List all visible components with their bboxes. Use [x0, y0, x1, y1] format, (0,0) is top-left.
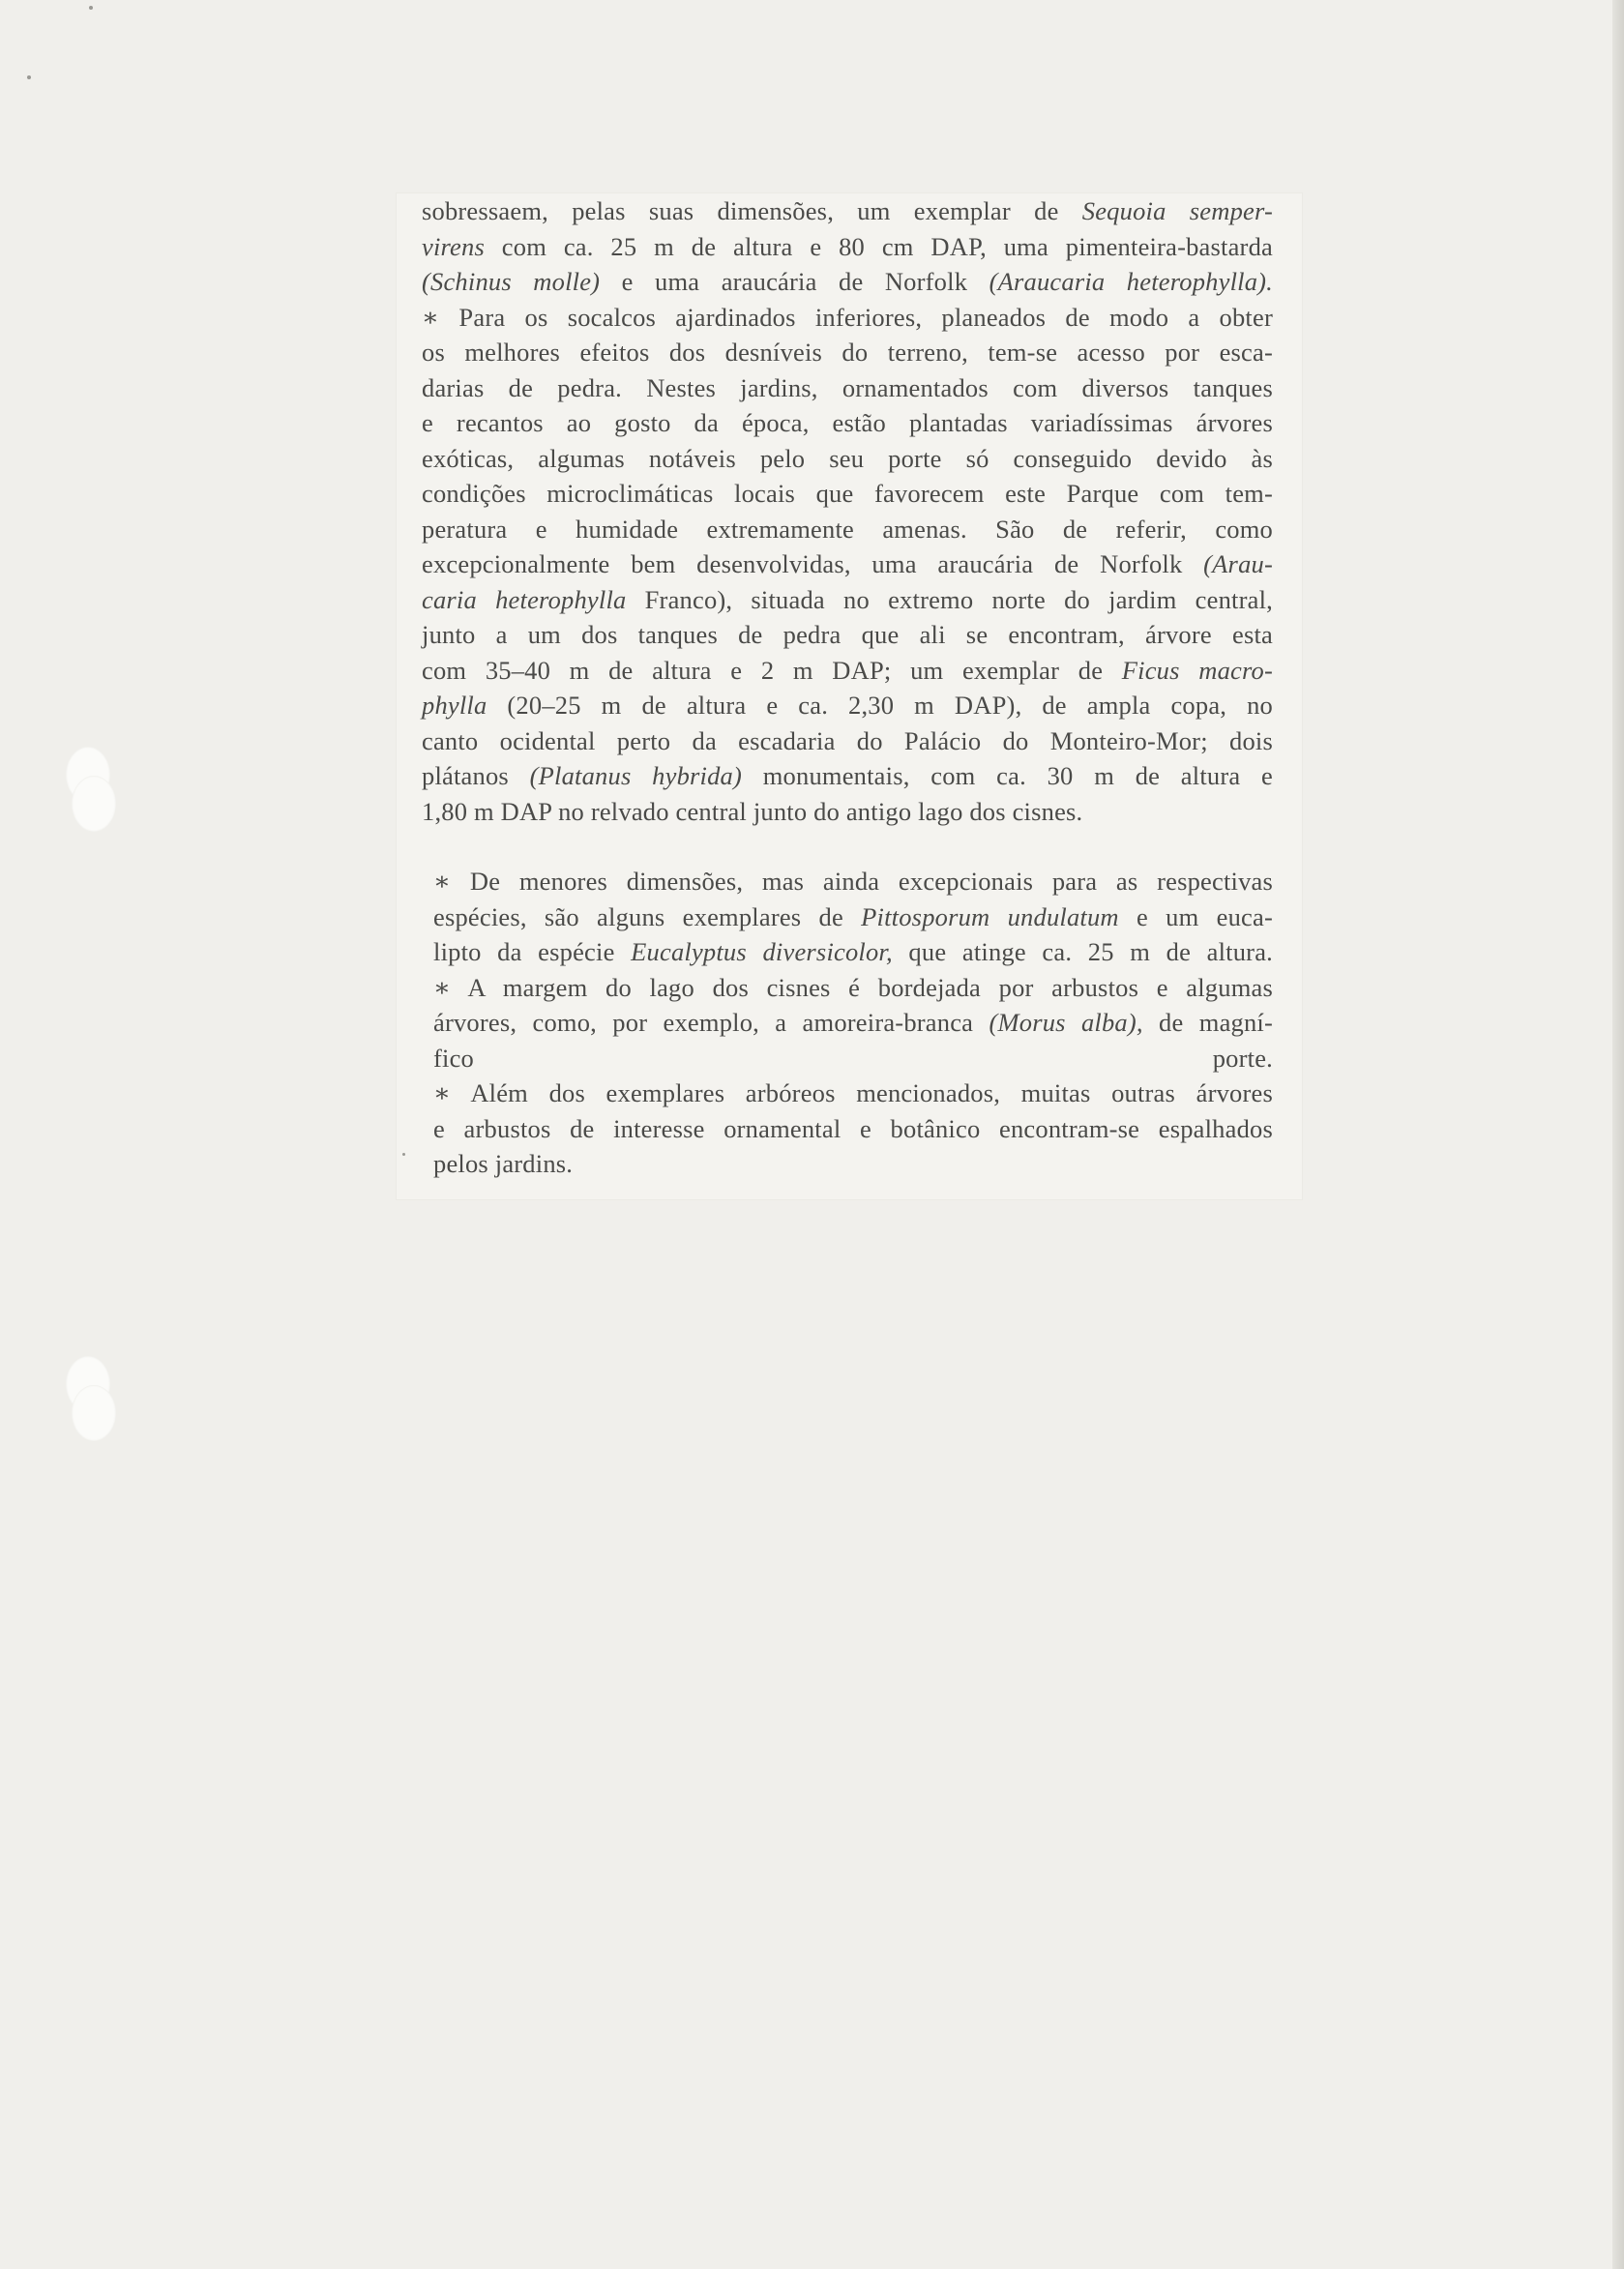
italic-species-name: (Morus alba), [989, 1008, 1143, 1037]
text-line [422, 370, 1273, 406]
text-line [422, 688, 1273, 723]
italic-species-name: Eucalyptus diversicolor, [631, 937, 893, 966]
text-line [422, 653, 1273, 689]
text-line [422, 300, 1273, 336]
text-line [422, 335, 1273, 370]
text-line [422, 546, 1273, 582]
page-edge-shadow [1612, 0, 1624, 2269]
text-run: canto ocidental perto da escadaria do Palácio do Monteiro-Mor; dois [422, 725, 1273, 755]
text-line [422, 229, 1273, 265]
text-run: com 35–40 m de altura e 2 m DAP; um exemplar de [422, 655, 1122, 685]
text-run: peratura e humidade extremamente amenas. São de referir, como [422, 514, 1273, 544]
text-line [422, 264, 1273, 300]
text-run: excepcionalmente bem desenvolvidas, uma araucária de Norfolk [422, 549, 1204, 578]
text-line [422, 512, 1273, 547]
text-line [422, 441, 1273, 477]
paragraph-secondary [433, 864, 1273, 1182]
text-run: Franco), situada no extremo norte do jardim central, [626, 584, 1273, 614]
paper-speck [89, 6, 93, 10]
text-run: (20–25 m de altura e ca. 2,30 m DAP), de ampla copa, no [487, 691, 1273, 720]
punch-hole [72, 776, 116, 832]
text-run: e recantos ao gosto da época, estão plantadas variadíssimas árvores [422, 408, 1273, 437]
text-line [433, 1041, 1273, 1076]
text-run: árvores, como, por exemplo, a amoreira-branca [433, 1008, 989, 1037]
paragraph-main [422, 193, 1273, 829]
text-line [422, 193, 1273, 229]
text-line [433, 1076, 1273, 1111]
italic-species-name: (Arau- [1203, 549, 1273, 578]
text-line [433, 1005, 1273, 1041]
text-line [433, 1146, 1273, 1182]
italic-species-name: Sequoia semper- [1081, 196, 1273, 225]
text-run: com ca. 25 m de altura e 80 cm DAP, uma pimenteira-bastarda [484, 231, 1273, 261]
text-run: exóticas, algumas notáveis pelo seu porte só conseguido devido às [422, 443, 1273, 473]
text-run: espécies, são alguns exemplares de [433, 901, 862, 931]
text-line [433, 934, 1273, 970]
text-line [422, 758, 1273, 794]
text-run: lipto da espécie [433, 937, 632, 966]
italic-species-name: Pittosporum undulatum [861, 901, 1119, 931]
text-line [422, 405, 1273, 441]
text-run: e arbustos de interesse ornamental e botânico encontram-se espalhados [433, 1113, 1273, 1143]
italic-species-name: caria heterophylla [422, 584, 627, 614]
paper-speck [402, 1153, 405, 1156]
text-run: junto a um dos tanques de pedra que ali se encontram, árvore esta [422, 620, 1273, 649]
text-run: ∗ A margem do lago dos cisnes é bordejada por arbustos e algumas [433, 972, 1273, 1002]
text-run: 1,80 m DAP no relvado central junto do antigo lago dos cisnes. [422, 796, 1083, 826]
italic-species-name: (Platanus hybrida) [529, 761, 743, 790]
text-run: e uma araucária de Norfolk [600, 267, 989, 296]
text-run: fico porte. [433, 1043, 1273, 1073]
text-run: ∗ Além dos exemplares arbóreos mencionados, muitas outras árvores [433, 1078, 1273, 1107]
text-run: monumentais, com ca. 30 m de altura e [742, 761, 1273, 790]
text-run: condições microclimáticas locais que favorecem este Parque com tem- [422, 479, 1273, 508]
text-run: os melhores efeitos dos desníveis do terreno, tem-se acesso por esca- [422, 338, 1273, 367]
text-line [433, 970, 1273, 1006]
text-line [422, 476, 1273, 512]
italic-species-name: phylla [422, 691, 487, 720]
italic-species-name: virens [422, 231, 485, 261]
text-line [422, 723, 1273, 759]
text-run: e um euca- [1118, 901, 1273, 931]
punch-hole [72, 1385, 116, 1441]
text-run: sobressaem, pelas suas dimensões, um exemplar de [422, 196, 1082, 225]
italic-species-name: Ficus macro- [1121, 655, 1273, 685]
text-line [422, 617, 1273, 653]
text-line [433, 1111, 1273, 1147]
text-run: ∗ Para os socalcos ajardinados inferiores, planeados de modo a obter [422, 302, 1273, 332]
paragraph-gap [422, 829, 1273, 864]
italic-species-name: (Araucaria heterophylla). [989, 267, 1273, 296]
text-line [433, 899, 1273, 935]
text-run: ∗ De menores dimensões, mas ainda excepcionais para as respectivas [433, 867, 1273, 896]
text-line [433, 864, 1273, 899]
text-run: que atinge ca. 25 m de altura. [892, 937, 1273, 966]
paper-speck [27, 75, 31, 79]
text-run: darias de pedra. Nestes jardins, ornamentados com diversos tanques [422, 372, 1273, 402]
text-run: plátanos [422, 761, 530, 790]
body-text [422, 193, 1273, 1182]
italic-species-name: (Schinus molle) [422, 267, 601, 296]
text-line [422, 582, 1273, 618]
text-line [422, 794, 1273, 830]
text-run: de magní- [1142, 1008, 1274, 1037]
text-run: pelos jardins. [433, 1149, 574, 1178]
